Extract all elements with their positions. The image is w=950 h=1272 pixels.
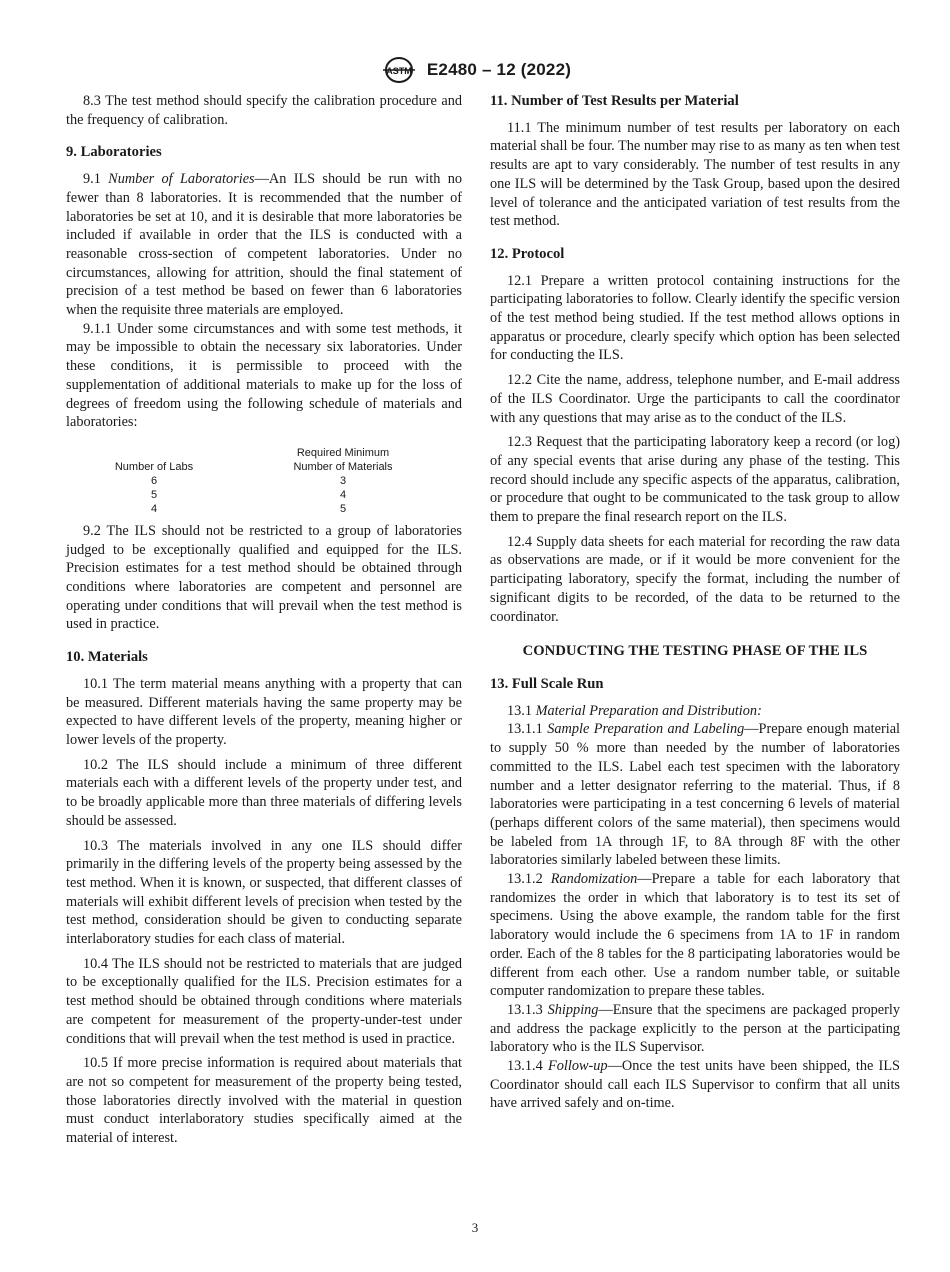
paragraph-10-1: 10.1 The term material means anything with a property that can be measured. Different materials having the same property may be expected to have different levels of the property, meaning higher or lower levels of the property. — [66, 675, 462, 748]
clause-title: Randomization — [550, 871, 638, 888]
column-header-line: Required Minimum — [296, 446, 390, 459]
table-row — [90, 502, 428, 516]
clause-number: 13.1.3 — [507, 1001, 543, 1018]
column-header-materials — [218, 446, 428, 474]
paragraph-11-1: 11.1 The minimum number of test results per laboratory on each material shall be four. The number may rise to as many as ten when test results are apt to vary considerably. The number of test results in any one ILS will be determined by the Task Group, based upon the desired level of tolerance and the anticipated variation of test results from the test method. — [490, 119, 900, 230]
labs-materials-table — [90, 446, 428, 516]
table-cell-materials: 4 — [339, 488, 347, 501]
paragraph-10-5: 10.5 If more precise information is required about materials that are not so competent for measurement of the property being tested, those laboratories directly involved with the material in question must conduct interlaboratory studies specifically aimed at the material of interest. — [66, 1055, 462, 1147]
table-cell-labs: 5 — [150, 488, 158, 501]
table-cell-materials: 5 — [339, 502, 347, 515]
section-heading-conducting: CONDUCTING THE TESTING PHASE OF THE ILS — [522, 643, 868, 660]
paragraph-10-3: 10.3 The materials involved in any one ILS should differ primarily in the differing levels of the property being assessed by the test method. When it is known, or suspected, that different classes of materials will exhibit different levels of precision when tested by the test method, consideration should be given to conducting separate interlaboratory studies for each class of material. — [66, 837, 462, 948]
table-cell-labs: 6 — [150, 474, 158, 487]
paragraph-8-3: 8.3 The test method should specify the calibration procedure and the frequency of calibration. — [66, 93, 462, 128]
paragraph-13-1-4 — [490, 1057, 900, 1113]
clause-title: Sample Preparation and Labeling — [547, 721, 745, 738]
clause-text: —An ILS should be run with no fewer than 8 laboratories. It is recommended that the number of laboratories be set at 10, and it is desirable that more laboratories be included if available in order that the ILS is conducted with a reasonable cross-section of competent laboratories. Under no circumstances, allowing for attrition, should the final statement of precision of a test method be based on fewer than 6 laboratories when the requisite three materials are employed. — [66, 171, 462, 319]
page-number: 3 — [471, 1220, 479, 1235]
clause-number: 13.1.2 — [507, 871, 543, 888]
clause-text: —Prepare a table for each laboratory that randomizes the order in which that laboratory is to test its set of specimens. Using the above example, the random table for the first laboratory would include the 6 specimens from 1A to 1F in random order. Each of the 8 tables for the 8 participating laboratories would be different from each other. Use a random number table, or suitable computer randomization to prepare these tables. — [490, 871, 900, 1000]
clause-text: —Prepare enough material to supply 50 % more than needed by the number of laboratories committed to the ILS. Label each test specimen with the laboratory number and a letter designator referring to the material. Thus, if 8 laboratories were participating in a test concerning 6 levels of material (perhaps different colors of the same material), then specimens would be labeled from 1A through 1F, to 8A through 8F with the other laboratories similarly labeled between these limits. — [490, 721, 901, 869]
section-heading-laboratories: 9. Laboratories — [66, 144, 162, 161]
paragraph-13-1-1 — [490, 720, 900, 870]
page-header — [0, 56, 950, 84]
right-column — [490, 92, 900, 1113]
paragraph-9-2: 9.2 The ILS should not be restricted to a group of laboratories judged to be exceptionally qualified and equipped for the ILS. Precision estimates for a test method should be obtained through conditions where laboratories are competent and personnel are operating under conditions that will prevail when the test method is used in practice. — [66, 522, 462, 633]
clause-number: 13.1 — [507, 702, 533, 719]
clause-title: Follow-up — [548, 1058, 608, 1075]
table-row — [90, 474, 428, 488]
logo-text: ASTM — [386, 66, 412, 76]
paragraph-12-2: 12.2 Cite the name, address, telephone number, and E-mail address of the ILS Coordinator. Urge the participants to call the coordinator with any questions that may arise as to the conduct of the ILS. — [490, 372, 900, 426]
document-designation: E2480 – 12 (2022) — [426, 60, 572, 79]
section-heading-protocol: 12. Protocol — [490, 245, 565, 262]
clause-text: —Once the test units have been shipped, the ILS Coordinator should call each ILS Supervisor to confirm that all units have arrived safely and on-time. — [490, 1058, 901, 1112]
paragraph-12-4: 12.4 Supply data sheets for each material for recording the raw data as observations are made, or if it would be more convenient for the participating laboratory, specify the format, including the number of significant digits to be recorded, of the data to be returned to the coordinator. — [490, 533, 900, 625]
table-row — [90, 488, 428, 502]
paragraph-12-1: 12.1 Prepare a written protocol containing instructions for the participating laboratories to follow. Clearly identify the specific version of the test method being studied. If the test method allows options in apparatus or procedure, clearly specify which option has been selected for conducting the ILS. — [490, 272, 900, 364]
section-heading-materials: 10. Materials — [66, 649, 148, 666]
clause-text: —Ensure that the specimens are packaged properly and address the package explicitly to the person at the participating laboratory who is the ILS Supervisor. — [490, 1001, 900, 1056]
paragraph-9-1 — [66, 170, 462, 320]
table-cell-materials: 3 — [339, 474, 347, 487]
column-header-line: Number of Materials — [293, 460, 393, 473]
column-header-labs: Number of Labs — [114, 460, 194, 473]
left-column — [66, 92, 462, 1148]
table-header-row — [90, 446, 428, 474]
astm-logo-icon — [379, 56, 419, 84]
clause-title: Material Preparation and Distribution: — [535, 702, 762, 719]
clause-title: Shipping — [547, 1001, 599, 1018]
section-heading-full-scale-run: 13. Full Scale Run — [490, 675, 604, 692]
paragraph-9-1-1: 9.1.1 Under some circumstances and with some test methods, it may be impossible to obtain the necessary six laboratories. Under these conditions, it is permissible to proceed with the supplementation of additional materials to make up for the loss of degrees of freedom using the following schedule of materials and laboratories: — [66, 320, 462, 431]
paragraph-12-3: 12.3 Request that the participating laboratory keep a record (or log) of any special events that arise during any phase of the testing. This record should include any specific aspects of the apparatus, calibration, or procedure that ought to be communicated to the task group to allow them to prepare the final research report on the ILS. — [490, 434, 900, 526]
paragraph-13-1 — [490, 702, 900, 721]
clause-number: 13.1.1 — [507, 721, 543, 738]
paragraph-10-4: 10.4 The ILS should not be restricted to materials that are judged to be exceptionally qualified for the ILS. Precision estimates for a test method should be obtained through conditions where materials are competent for measurement of the property-under-test under conditions that will prevail when the test method is used in practice. — [66, 955, 462, 1047]
clause-title: Number of Laboratories — [108, 171, 255, 188]
clause-number: 9.1 — [83, 171, 101, 188]
section-heading-test-results: 11. Number of Test Results per Material — [490, 93, 739, 109]
paragraph-10-2: 10.2 The ILS should include a minimum of three different materials each with a different levels of the property under test, and to be broadly applicable more than three materials of differing levels should be assessed. — [66, 756, 462, 829]
paragraph-13-1-2 — [490, 870, 900, 1001]
paragraph-13-1-3 — [490, 1001, 900, 1057]
table-cell-labs: 4 — [150, 502, 158, 515]
clause-number: 13.1.4 — [507, 1058, 543, 1075]
